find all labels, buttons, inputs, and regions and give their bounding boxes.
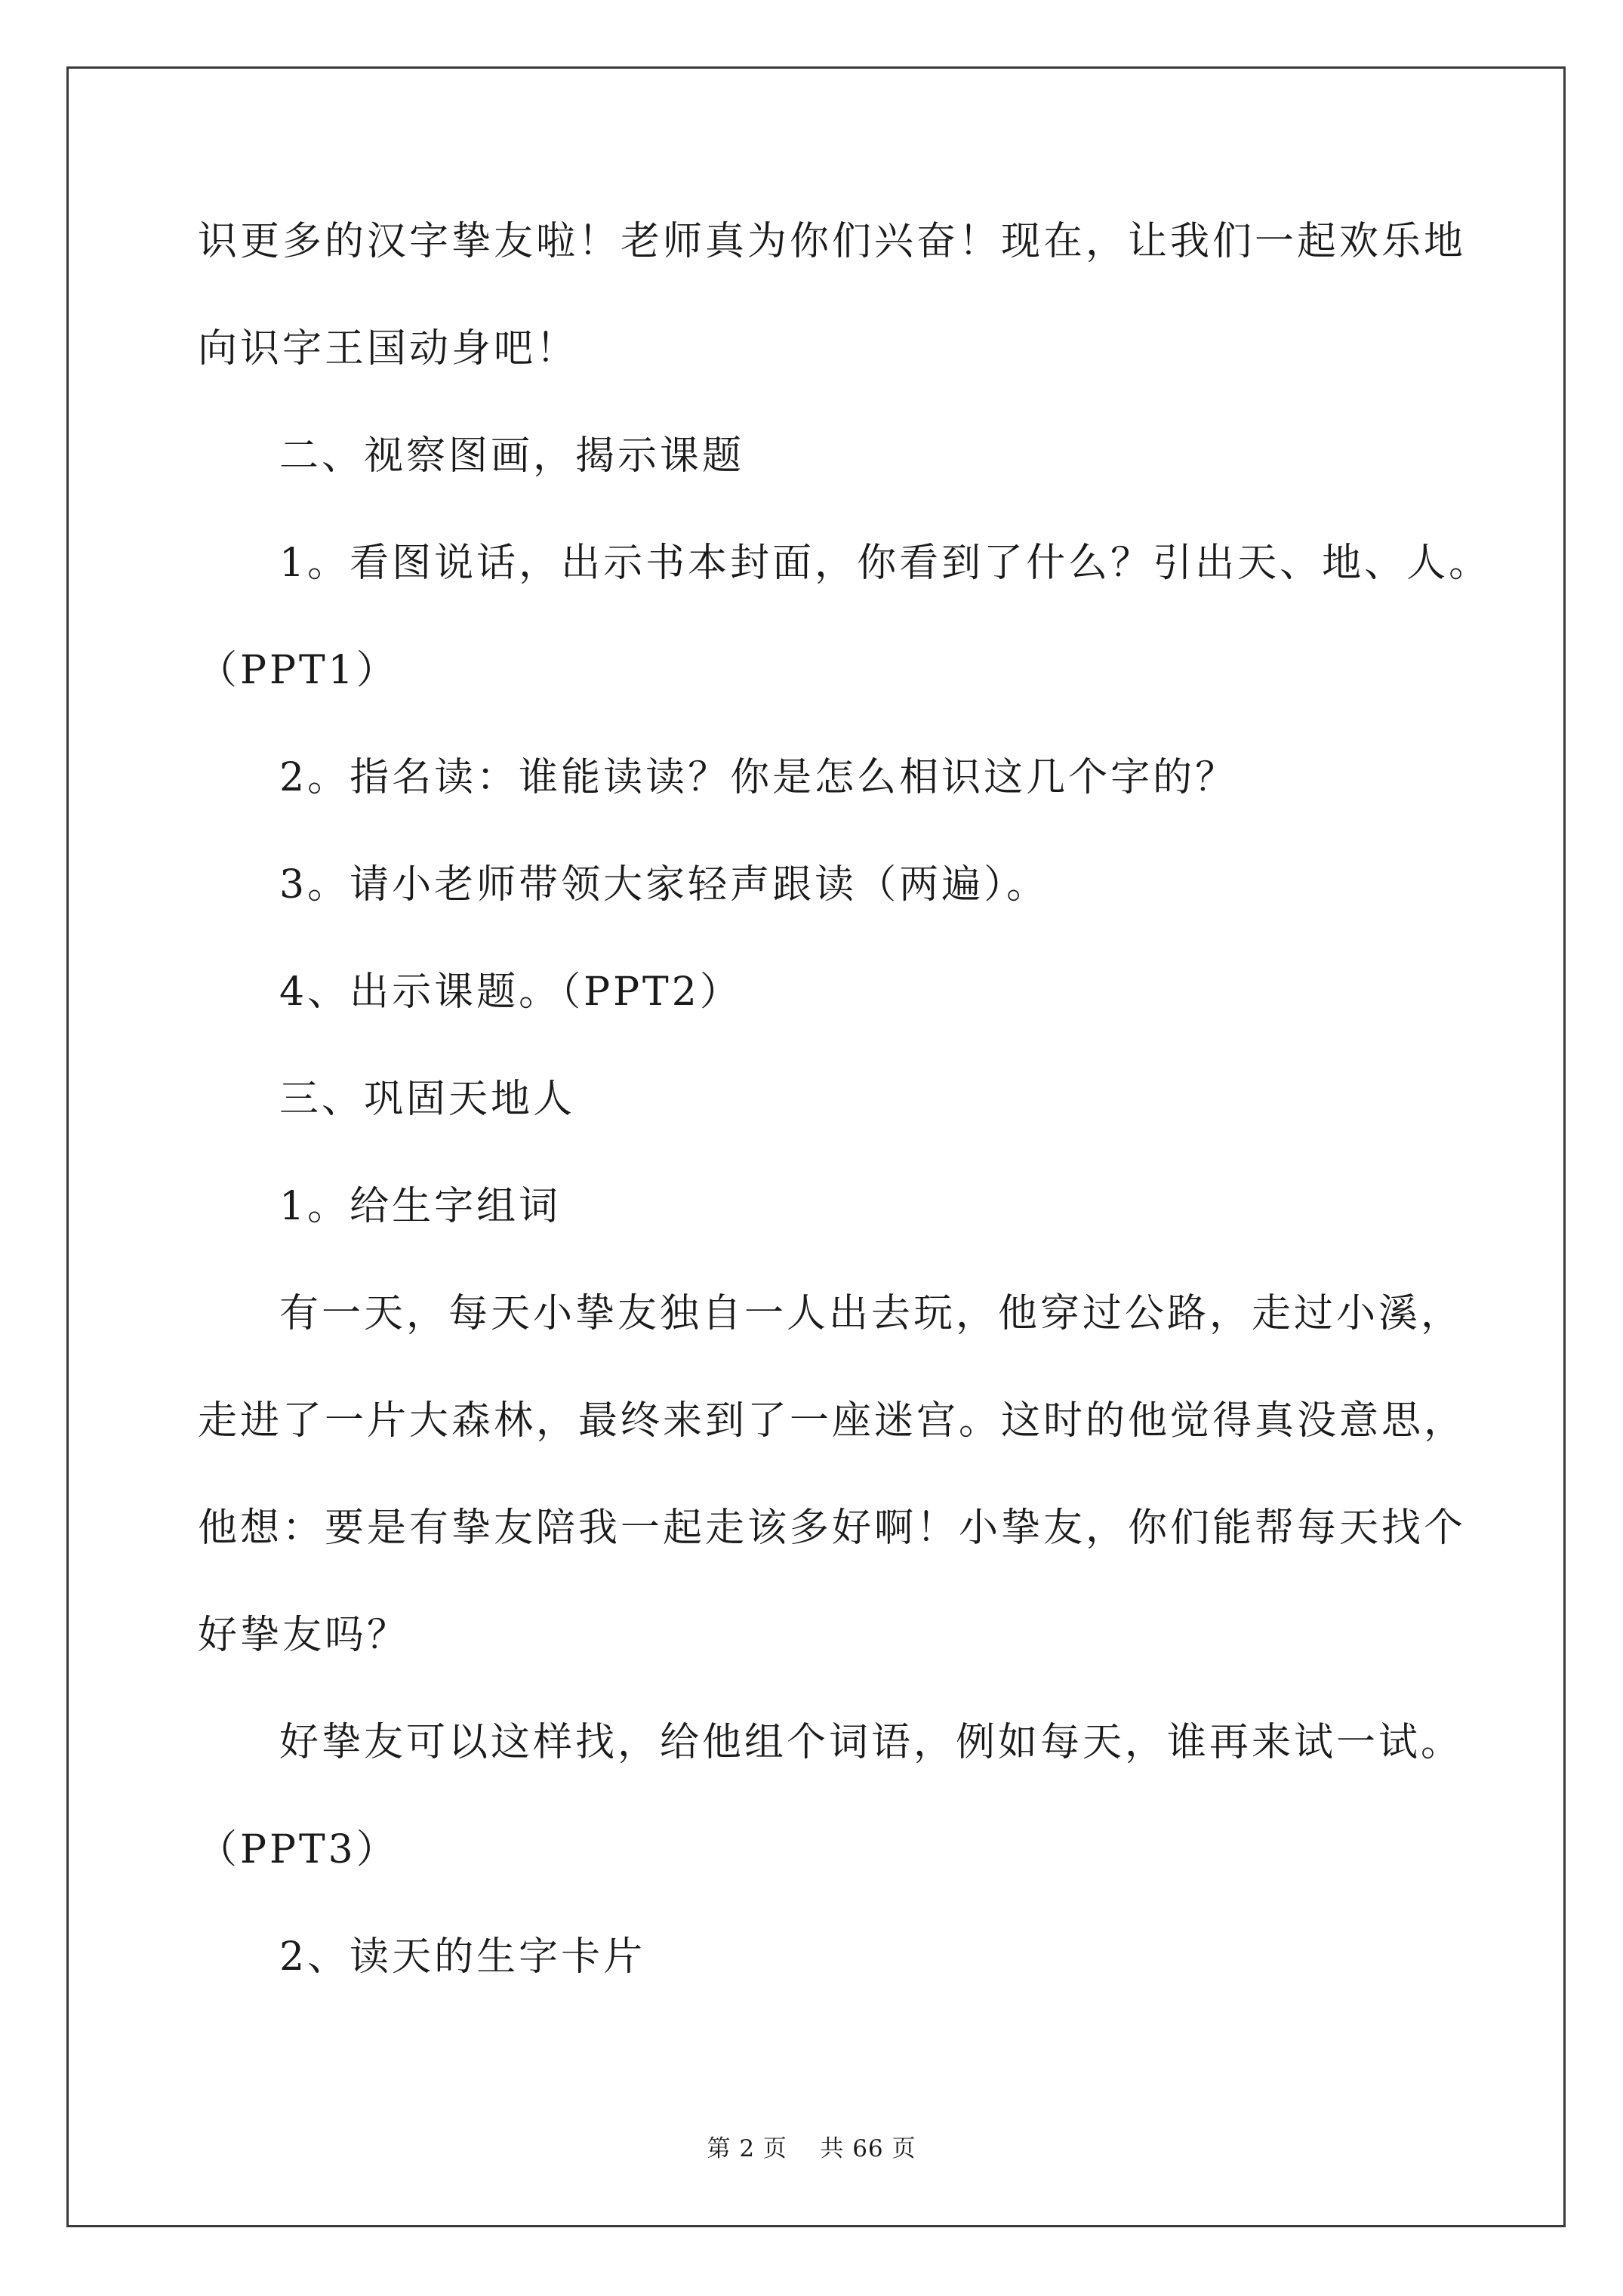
footer-gap	[787, 2135, 820, 2162]
text-line-8: 4、出示课题。（PPT2）	[279, 969, 742, 1015]
text-line-6: 2。指名读：谁能读读？你是怎么相识这几个字的？	[279, 755, 1238, 800]
text-line-7: 3。请小老师带领大家轻声跟读（两遍）。	[279, 862, 1049, 908]
total-pages: 共 66 页	[820, 2135, 916, 2162]
text-line-16: （PPT3）	[198, 1827, 399, 1872]
text-line-17: 2、读天的生字卡片	[279, 1934, 646, 1980]
text-line-10: 1。给生字组词	[279, 1184, 562, 1229]
text-line-5: （PPT1）	[198, 648, 399, 693]
page-number: 第 2 页	[707, 2135, 787, 2162]
page-border	[66, 66, 1566, 2227]
text-line-13: 他想：要是有挚友陪我一起走该多好啊！小挚友，你们能帮每天找个	[198, 1505, 1467, 1551]
text-line-15: 好挚友可以这样找，给他组个词语，例如每天，谁再来试一试。	[279, 1720, 1464, 1765]
text-line-4: 1。看图说话，出示书本封面，你看到了什么？引出天、地、人。	[279, 541, 1492, 586]
text-line-1: 识更多的汉字挚友啦！老师真为你们兴奋！现在，让我们一起欢乐地	[198, 219, 1467, 264]
page-footer	[0, 2134, 1623, 2164]
text-line-11: 有一天，每天小挚友独自一人出去玩，他穿过公路，走过小溪，	[279, 1291, 1464, 1336]
text-line-2: 向识字王国动身吧！	[198, 326, 579, 371]
section-heading-2: 二、视察图画，揭示课题	[279, 433, 745, 479]
text-line-14: 好挚友吗？	[198, 1613, 410, 1658]
text-line-12: 走进了一片大森林，最终来到了一座迷宫。这时的他觉得真没意思，	[198, 1398, 1467, 1444]
section-heading-3: 三、巩固天地人	[279, 1077, 576, 1122]
